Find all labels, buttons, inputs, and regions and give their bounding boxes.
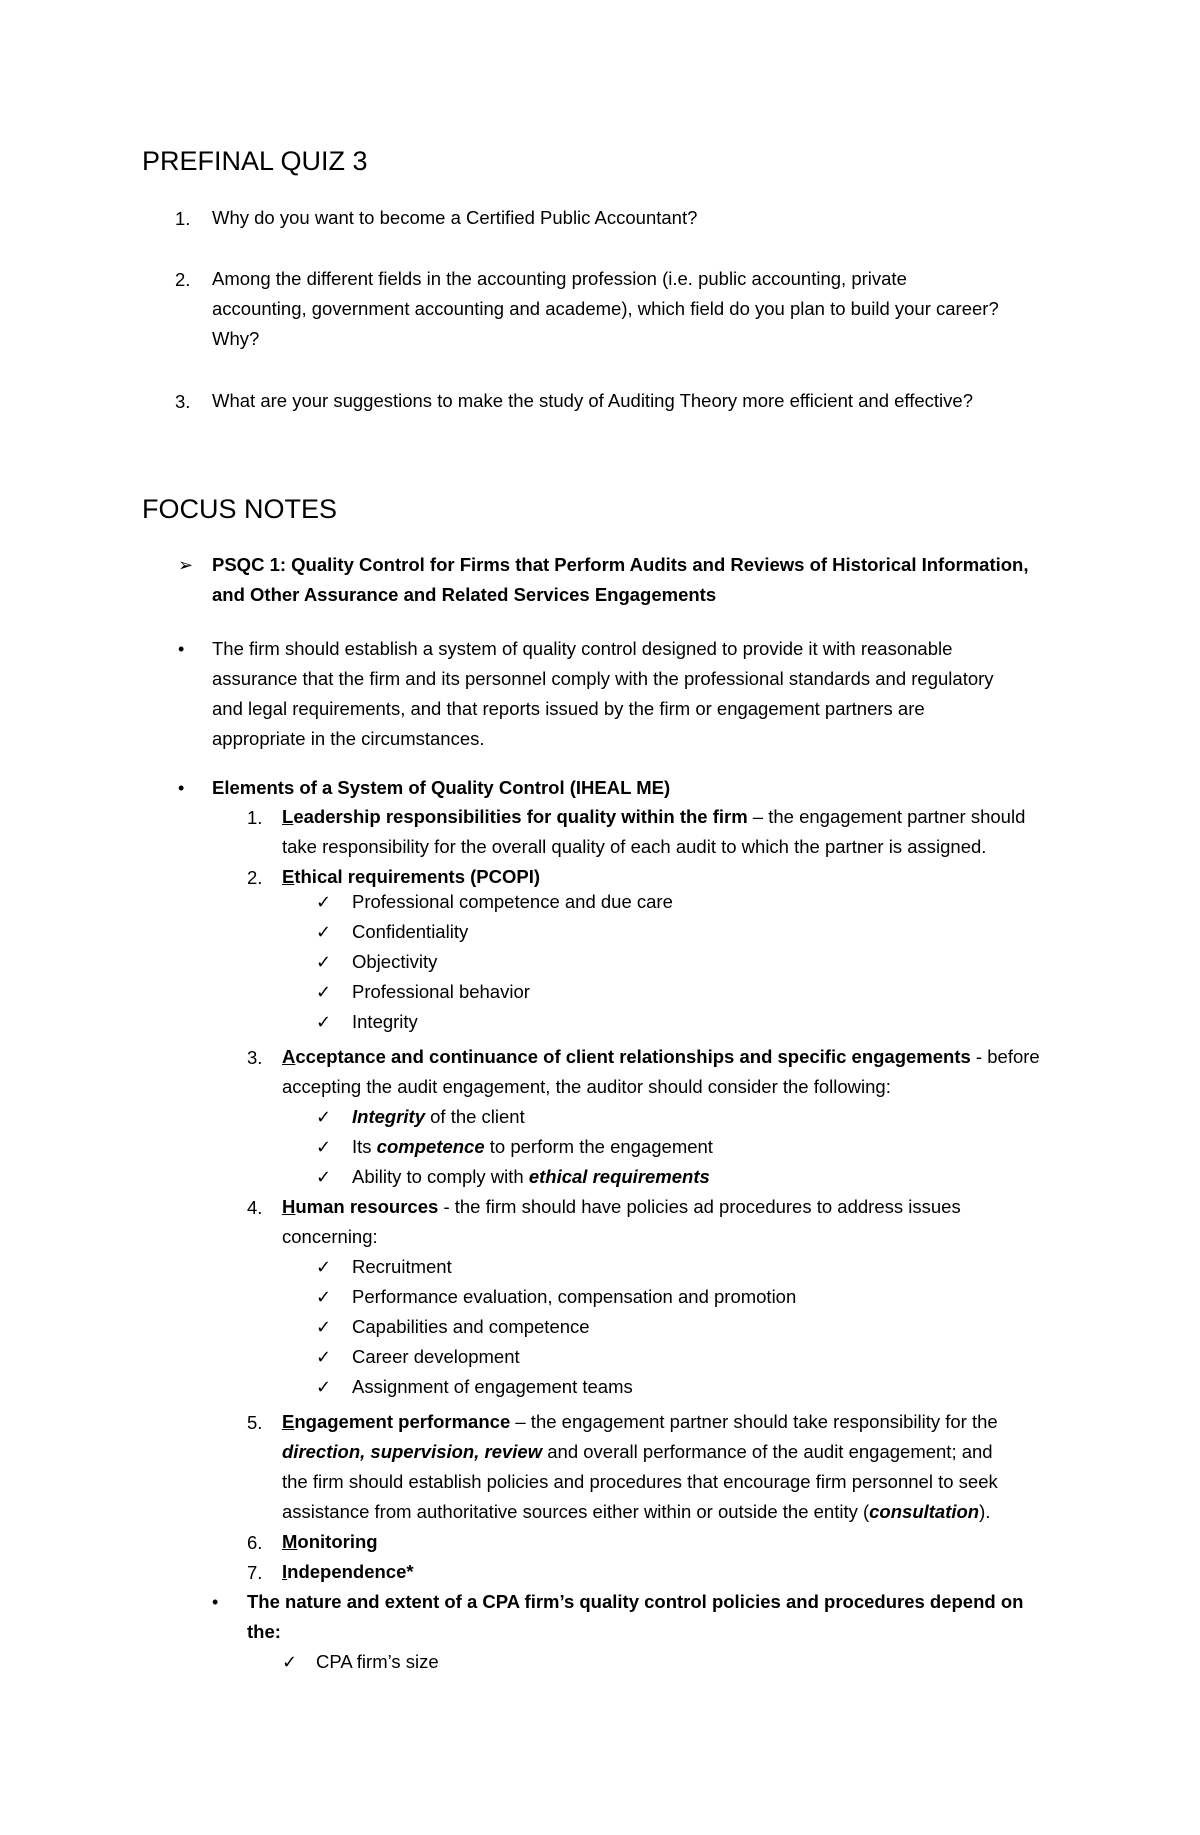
check-icon: ✓ — [316, 1167, 332, 1187]
check-item: Ability to comply with ethical requirements — [352, 1166, 710, 1187]
check-item: Confidentiality — [352, 921, 469, 942]
question-number: 1. — [175, 208, 191, 229]
notes-title: FOCUS NOTES — [142, 494, 338, 524]
nature-heading: the: — [247, 1621, 281, 1642]
check-item: CPA firm’s size — [316, 1651, 439, 1672]
element-number: 3. — [247, 1047, 263, 1068]
bullet-icon: • — [178, 778, 185, 798]
psqc-heading: and Other Assurance and Related Services Engagements — [212, 584, 717, 605]
check-icon: ✓ — [316, 1107, 332, 1127]
element-number: 7. — [247, 1562, 263, 1583]
check-icon: ✓ — [282, 1652, 298, 1672]
element-monitoring: Monitoring — [282, 1531, 378, 1552]
element-text: the firm should establish policies and procedures that encourage firm personnel to seek — [282, 1471, 998, 1492]
element-number: 2. — [247, 867, 263, 888]
check-item: Assignment of engagement teams — [352, 1376, 633, 1397]
element-text: accepting the audit engagement, the auditor should consider the following: — [282, 1076, 891, 1097]
element-number: 6. — [247, 1532, 263, 1553]
check-icon: ✓ — [316, 1287, 332, 1307]
element-number: 5. — [247, 1412, 263, 1433]
element-leadership: Leadership responsibilities for quality within the firm – the engagement partner should — [282, 806, 1026, 827]
question-number: 3. — [175, 391, 191, 412]
question-text: Why do you want to become a Certified Public Accountant? — [212, 207, 698, 228]
check-item: Integrity of the client — [352, 1106, 525, 1127]
element-ethical: Ethical requirements (PCOPI) — [282, 866, 541, 887]
question-text: What are your suggestions to make the study of Auditing Theory more efficient and effective? — [212, 390, 973, 411]
question-text: Why? — [212, 328, 260, 349]
element-number: 1. — [247, 807, 263, 828]
intro-text: and legal requirements, and that reports issued by the firm or engagement partners are — [212, 698, 925, 719]
element-number: 4. — [247, 1197, 263, 1218]
intro-text: appropriate in the circumstances. — [212, 728, 485, 749]
check-item: Career development — [352, 1346, 520, 1367]
quiz-title: PREFINAL QUIZ 3 — [142, 146, 368, 176]
bullet-icon: • — [212, 1592, 219, 1612]
element-human-resources: Human resources - the firm should have policies ad procedures to address issues — [282, 1196, 961, 1217]
elements-heading: Elements of a System of Quality Control (IHEAL ME) — [212, 777, 671, 798]
bullet-icon: • — [178, 639, 185, 659]
element-text: direction, supervision, review and overall performance of the audit engagement; and — [282, 1441, 993, 1462]
check-icon: ✓ — [316, 952, 332, 972]
nature-heading: The nature and extent of a CPA firm’s quality control policies and procedures depend on — [247, 1591, 1024, 1612]
check-item: Performance evaluation, compensation and promotion — [352, 1286, 797, 1307]
arrow-bullet-icon: ➢ — [178, 555, 194, 575]
check-icon: ✓ — [316, 1317, 332, 1337]
psqc-heading: PSQC 1: Quality Control for Firms that Perform Audits and Reviews of Historical Information, — [212, 554, 1029, 575]
question-number: 2. — [175, 269, 191, 290]
check-item: Capabilities and competence — [352, 1316, 590, 1337]
check-icon: ✓ — [316, 1137, 332, 1157]
check-icon: ✓ — [316, 982, 332, 1002]
check-icon: ✓ — [316, 1012, 332, 1032]
check-item: Professional competence and due care — [352, 891, 673, 912]
check-item: Objectivity — [352, 951, 438, 972]
element-text: assistance from authoritative sources either within or outside the entity (consultation). — [282, 1501, 991, 1522]
question-text: accounting, government accounting and academe), which field do you plan to build your career? — [212, 298, 999, 319]
check-icon: ✓ — [316, 1347, 332, 1367]
check-item: Integrity — [352, 1011, 418, 1032]
element-text: concerning: — [282, 1226, 378, 1247]
element-engagement-performance: Engagement performance – the engagement partner should take responsibility for the — [282, 1411, 998, 1432]
check-icon: ✓ — [316, 1257, 332, 1277]
check-icon: ✓ — [316, 922, 332, 942]
element-acceptance: Acceptance and continuance of client relationships and specific engagements - before — [282, 1046, 1040, 1067]
check-item: Recruitment — [352, 1256, 452, 1277]
element-independence: Independence* — [282, 1561, 414, 1582]
intro-text: The firm should establish a system of quality control designed to provide it with reasonable — [212, 638, 953, 659]
check-item: Professional behavior — [352, 981, 530, 1002]
check-item: Its competence to perform the engagement — [352, 1136, 713, 1157]
intro-text: assurance that the firm and its personnel comply with the professional standards and regulatory — [212, 668, 994, 689]
element-text: take responsibility for the overall quality of each audit to which the partner is assigned. — [282, 836, 987, 857]
check-icon: ✓ — [316, 892, 332, 912]
question-text: Among the different fields in the accounting profession (i.e. public accounting, private — [212, 268, 907, 289]
check-icon: ✓ — [316, 1377, 332, 1397]
